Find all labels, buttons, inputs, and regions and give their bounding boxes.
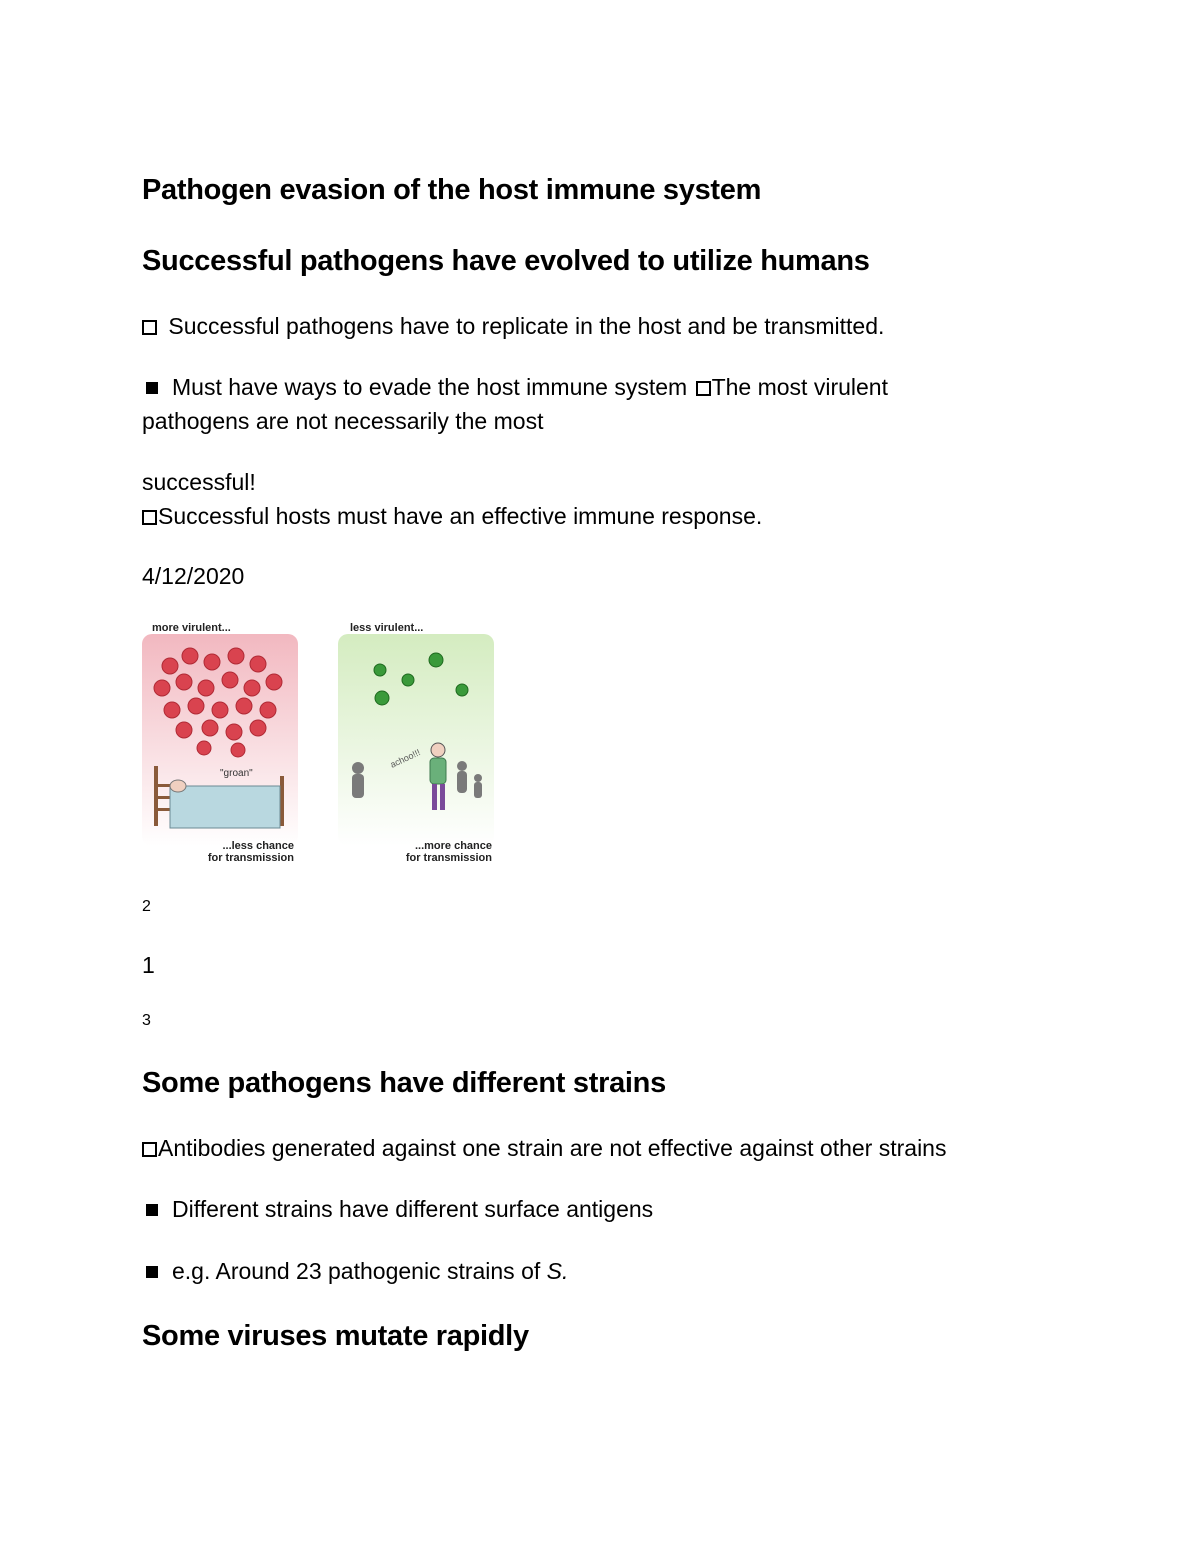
bullet-text: Successful pathogens have to replicate in the host and be transmitted. <box>168 313 885 339</box>
square-bullet-icon <box>146 1204 158 1216</box>
slide-date: 4/12/2020 <box>142 563 245 589</box>
bullet-surface-antigens <box>142 1196 653 1222</box>
bullet-hosts <box>142 503 762 529</box>
bullet-text: Different strains have different surface antigens <box>172 1196 654 1222</box>
bullet-replicate <box>142 313 884 339</box>
document-title: Pathogen evasion of the host immune system <box>142 174 762 206</box>
left-caption-bottom-1: ...less chance <box>222 840 294 852</box>
bullet-evade <box>142 374 888 400</box>
checkbox-bullet-icon <box>142 510 157 525</box>
bullet-text: Must have ways to evade the host immune system <box>172 374 688 400</box>
bullet-text: Successful hosts must have an effective immune response. <box>158 503 763 529</box>
bullet-text: Antibodies generated against one strain are not effective against other strains <box>158 1135 947 1161</box>
section-heading-utilize-humans: Successful pathogens have evolved to utilize humans <box>142 245 870 277</box>
section-heading-strains: Some pathogens have different strains <box>142 1067 666 1099</box>
page-number-2: 2 <box>142 898 151 915</box>
bullet-text: The most virulent <box>711 374 888 400</box>
section-heading-mutate: Some viruses mutate rapidly <box>142 1320 529 1352</box>
right-caption-bottom-2: for transmission <box>405 852 492 864</box>
bullet-antibodies <box>142 1135 946 1161</box>
page-number-1: 1 <box>142 952 155 978</box>
left-caption-top: more virulent... <box>152 622 231 634</box>
bullet-italic-text: S. <box>546 1258 569 1284</box>
bullet-evade-line2: pathogens are not necessarily the most <box>142 408 544 434</box>
bullet-text: e.g. Around 23 pathogenic strains of <box>172 1258 547 1284</box>
checkbox-bullet-icon <box>142 1142 157 1157</box>
left-speech: "groan" <box>220 768 253 779</box>
page-number-3: 3 <box>142 1012 151 1029</box>
right-panel-background <box>338 634 494 846</box>
right-caption-top: less virulent... <box>350 622 424 634</box>
left-caption-bottom-2: for transmission <box>207 852 294 864</box>
square-bullet-icon <box>146 1266 158 1278</box>
right-caption-bottom-1: ...more chance <box>414 840 492 852</box>
square-bullet-icon <box>146 382 158 394</box>
bullet-evade-line3: successful! <box>142 469 256 495</box>
right-speech: achoo!!! <box>388 747 422 770</box>
virulence-transmission-figure <box>140 618 500 868</box>
bullet-strains-example <box>142 1258 568 1284</box>
checkbox-bullet-icon <box>696 381 711 396</box>
checkbox-bullet-icon <box>142 320 157 335</box>
